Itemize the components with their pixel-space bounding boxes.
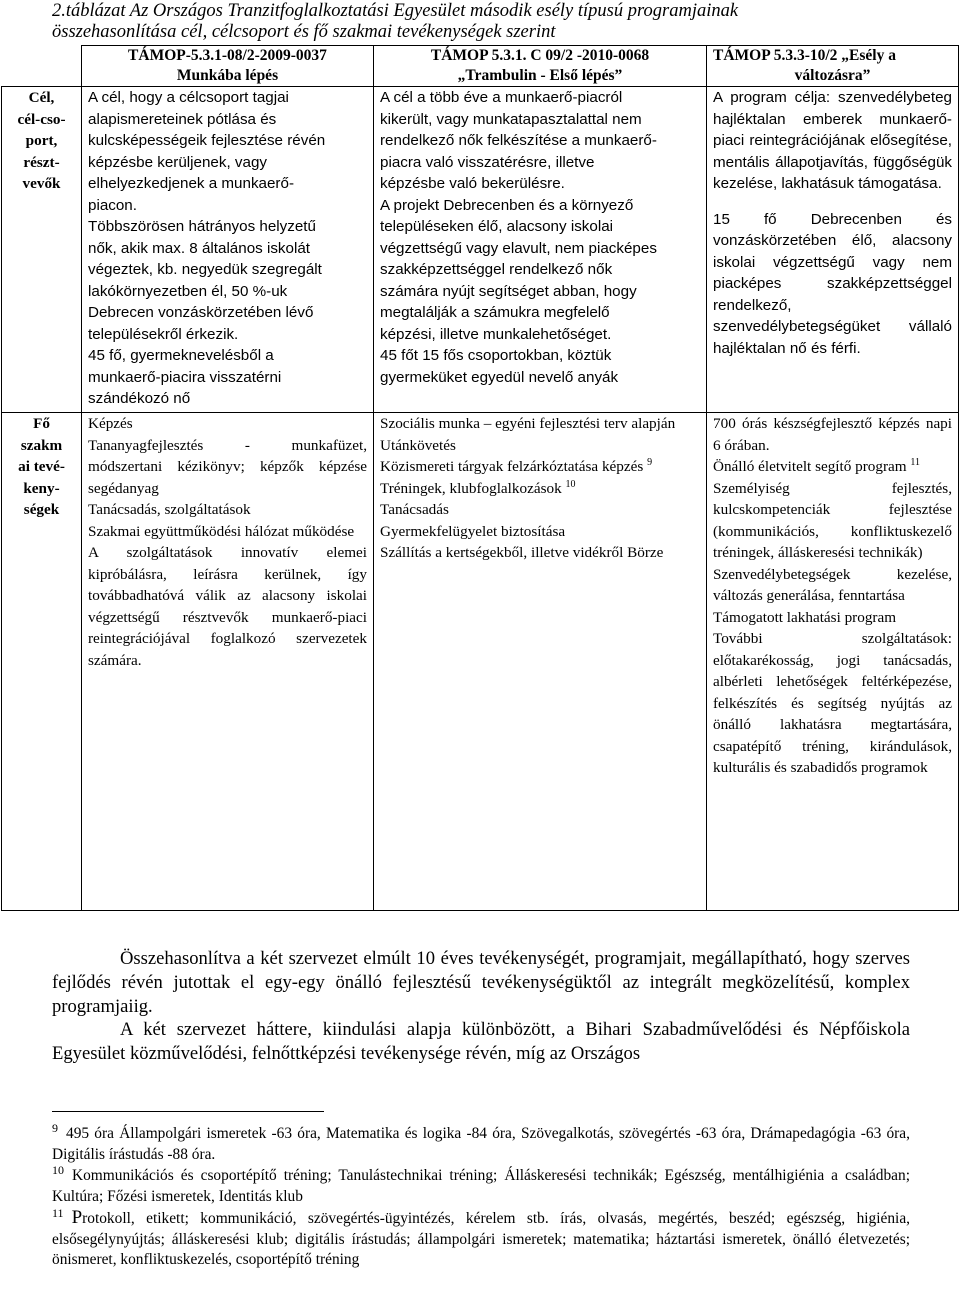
goal-col-3-participants: 15 fő Debrecenben és vonzáskörzetében élő, alacsony iskolai végzettségű vagy nem piacképes szakképzettséggel rendelkező, szenvedélybetegségüket vállaló hajléktalan nő és férfi. — [713, 210, 952, 357]
activity-item: 700 órás készségfejlesztő képzés napi 6 órában. — [713, 415, 952, 454]
footnote-number: 10 — [52, 1162, 64, 1177]
goal-col-1-line: képzésbe kerüljenek, vagy — [88, 153, 267, 171]
goal-col-1-line: 45 fő, gyermeknevelésből a — [88, 347, 274, 364]
activity-item: Tanácsadás, szolgáltatások — [88, 501, 251, 518]
activity-item: Támogatott lakhatási program — [713, 608, 897, 626]
activity-item: A szolgáltatások innovatív elemei kipróbálásra, leírásra kerülnek, így továbbadhatóvá válik az alacsony iskolai végzettségű résztvevők munkaerő-piaci reintegrációjával foglalkozó szervezetek számára. — [88, 544, 367, 669]
goal-col-2-line: A cél a több éve a munkaerő-piacról — [380, 89, 623, 106]
table-caption — [52, 1, 932, 43]
goal-col-2-line: gyermeküket egyedül nevelő anyák — [380, 368, 619, 386]
table-header-row — [2, 46, 959, 87]
footnote-number: 9 — [52, 1120, 58, 1135]
body-paragraph: Összehasonlítva a két szervezet elmúlt 10 éves tevékenységét, programjait, megállapítható, hogy szerves fejlődés révén jutottak el egy-egy önálló fejlesztésű tevékenységüktől az integrált megközelítésű, komplex programjaiig. — [52, 948, 910, 1017]
goal-col-3 — [707, 87, 959, 413]
goal-col-1-line: nők, akik max. 8 általános iskolát — [88, 239, 311, 257]
activity-item — [713, 456, 952, 478]
footnotes — [52, 1120, 910, 1272]
header-col-3-title: változásra” — [794, 67, 871, 84]
footnote-text: rotokoll, etikett; kommunikáció, szövegértés-ügyintézés, kérelem stb. írás, olvasás, megértés, beszéd; egészség, higiénia, elsősegélynyújtás; álláskeresési klub; digitális írástudás; állampolgári ismeretek; matematika; háztartási ismeretek, önálló életvezetés; önismeret, konfliktuskezelés, csoportépítő tréning — [52, 1210, 910, 1268]
footnote-9 — [52, 1120, 910, 1165]
goal-col-1-line: A cél, hogy a célcsoport tagjai — [88, 89, 289, 106]
table-row-goal — [2, 87, 959, 413]
row-label-line: ségek — [23, 501, 60, 518]
activity-text: Önálló életvitelt segítő program — [713, 458, 907, 475]
row-label-line: szakm — [20, 436, 63, 454]
activity-item: Szenvedélybetegségek kezelése, változás generálása, fenntartása — [713, 565, 952, 604]
header-col-2-code: TÁMOP 5.3.1. C 09/2 -2010-0068 — [430, 47, 650, 64]
header-col-1-title: Munkába lépés — [176, 67, 279, 84]
caption-line-2: összehasonlítása cél, célcsoport és fő szakmai tevékenységek szerint — [52, 22, 556, 42]
goal-col-1 — [82, 87, 374, 413]
header-empty-cell — [2, 46, 82, 87]
activity-item — [380, 456, 700, 478]
activity-item: Személyiség fejlesztés, kulcskompetenciák fejlesztése (kommunikációs, konfliktuskezelő tréningek, álláskeresési technikák) — [713, 479, 952, 561]
activity-item: Szállítás a kertségekből, illetve vidékről Börze — [380, 544, 664, 561]
goal-col-1-line: szándékozó nő — [88, 390, 191, 407]
header-col-1-code: TÁMOP-5.3.1-08/2-2009-0037 — [128, 47, 327, 64]
header-col-3-code: TÁMOP 5.3.3-10/2 „Esély a — [713, 47, 896, 64]
goal-col-2-line: szakképzettséggel rendelkező nők — [380, 261, 613, 278]
footnote-10 — [52, 1162, 910, 1207]
row-label-line: cél-cso- — [17, 110, 66, 128]
row-label-line: vevők — [22, 175, 61, 192]
caption-line-1: 2.táblázat Az Országos Tranzitfoglalkoztatási Egyesület második esély típusú programjainak — [52, 1, 739, 21]
header-col-1 — [82, 46, 374, 87]
goal-col-1-line: településekről érkezik. — [88, 325, 239, 343]
goal-col-2-line: településeken élő, alacsony iskolai — [380, 218, 614, 235]
goal-col-1-line: Többszörösen hátrányos helyzetű — [88, 218, 316, 235]
activity-item: Tananyagfejlesztés - munkafüzet, módszertani kézikönyv; képzők képzése segédanyag — [88, 436, 367, 497]
goal-col-2-line: rendelkező nők felkészítése a munkaerő- — [380, 132, 657, 149]
goal-col-1-line: Debrecen vonzáskörzetében lévő — [88, 304, 314, 321]
row-label-line: port, — [25, 132, 58, 149]
activity-item: Szociális munka – egyéni fejlesztési terv alapján — [380, 415, 676, 432]
goal-col-2-line: számára nyújt segítséget abban, hogy — [380, 282, 637, 300]
header-col-2-title: „Trambulin - Első lépés” — [457, 67, 623, 84]
row-label-line: részt- — [23, 153, 60, 171]
row-label-goal — [2, 87, 82, 413]
goal-col-2-line: kikerült, vagy munkatapasztalattal nem — [380, 110, 642, 128]
table-row-activities — [2, 413, 959, 911]
activity-text: Közismereti tárgyak felzárkóztatása képzés — [380, 458, 644, 475]
footnote-initial: P — [71, 1207, 83, 1228]
goal-col-2-line: 45 főt 15 fős csoportokban, köztük — [380, 347, 612, 364]
activity-item: További szolgáltatások: előtakarékosság, jogi tanácsadás, albérleti lehetőségek feltérképezése, felkészítés és segítség nyújtás az önálló lakhatásra megtartására, csapatépítő tréning, kirándulások, kulturális és szabadidős programok — [713, 630, 952, 776]
goal-col-2 — [374, 87, 707, 413]
goal-col-2-line: piacra való visszatérésre, illetve — [380, 153, 595, 171]
footnote-text: 495 óra Állampolgári ismeretek -63 óra, Matematika és logika -84 óra, Szövegalkotás, szövegértés -63 óra, Drámapedagógia -63 óra, Digitális írástudás -88 óra. — [52, 1125, 910, 1163]
footnote-separator — [52, 1111, 324, 1112]
goal-col-2-line: képzésbe való bekerülésre. — [380, 175, 565, 192]
header-col-3 — [707, 46, 959, 87]
activity-text: Tréningek, klubfoglalkozások — [380, 479, 562, 497]
footnote-ref: 10 — [565, 478, 576, 490]
goal-col-1-line: kulcsképességeik fejlesztése révén — [88, 132, 326, 149]
goal-col-2-line: képzési, illetve munkalehetőséget. — [380, 325, 612, 343]
row-label-line: ai tevé- — [18, 458, 65, 475]
comparison-table — [1, 45, 959, 911]
activities-col-2 — [374, 413, 707, 911]
goal-col-2-line: A projekt Debrecenben és a környező — [380, 196, 634, 214]
activity-item: Utánkövetés — [380, 436, 456, 454]
activity-item: Tanácsadás — [380, 501, 449, 518]
footnote-11 — [52, 1205, 910, 1271]
activities-col-1 — [82, 413, 374, 911]
activity-item: Képzés — [88, 415, 133, 432]
goal-col-2-line: megtalálják a számukra megfelelő — [380, 304, 610, 321]
activity-item — [380, 478, 700, 500]
footnote-ref: 11 — [910, 456, 921, 468]
activity-item: Gyermekfelügyelet biztosítása — [380, 522, 566, 540]
row-label-line: keny- — [23, 479, 60, 497]
row-label-line: Cél, — [28, 89, 55, 106]
footnote-text: Kommunikációs és csoportépítő tréning; Tanulástechnikai tréning; Álláskeresési technikák; Egészség, mentálhigiénia a családban; Kultúra; Főzési ismeretek, Identitás klub — [52, 1167, 910, 1205]
body-paragraph: A két szervezet háttere, kiindulási alapja különbözött, a Bihari Szabadművelődési és Népfőiskola Egyesület közművelődési, felnőttképzési tevékenysége révén, míg az Országos — [52, 1019, 910, 1065]
goal-col-2-line: végzettségű vagy elavult, nem piacképes — [380, 239, 657, 257]
goal-col-1-line: piacon. — [88, 196, 137, 214]
body-text — [52, 947, 910, 1066]
footnote-ref: 9 — [647, 456, 653, 468]
footnote-number: 11 — [52, 1205, 64, 1220]
goal-col-1-line: lakókörnyezetben él, 50 %-uk — [88, 282, 288, 300]
header-col-2 — [374, 46, 707, 87]
goal-col-1-line: alapismereteinek pótlása és — [88, 110, 277, 128]
row-label-line: Fő — [33, 415, 50, 432]
goal-col-1-line: munkaerő-piacira visszatérni — [88, 368, 282, 386]
goal-col-3-purpose: A program célja: szenvedélybeteg hajléktalan emberek munkaerő-piaci reintegrációjának elősegítése, mentális állapotjavítás, függőségük kezelése, lakhatásuk támogatása. — [713, 89, 952, 192]
activities-col-3 — [707, 413, 959, 911]
goal-col-1-line: végeztek, kb. negyedük szegregált — [88, 261, 322, 278]
activity-item: Szakmai együttműködési hálózat működése — [88, 522, 355, 540]
row-label-activities — [2, 413, 82, 911]
goal-col-1-line: elhelyezkedjenek a munkaerő- — [88, 175, 294, 192]
